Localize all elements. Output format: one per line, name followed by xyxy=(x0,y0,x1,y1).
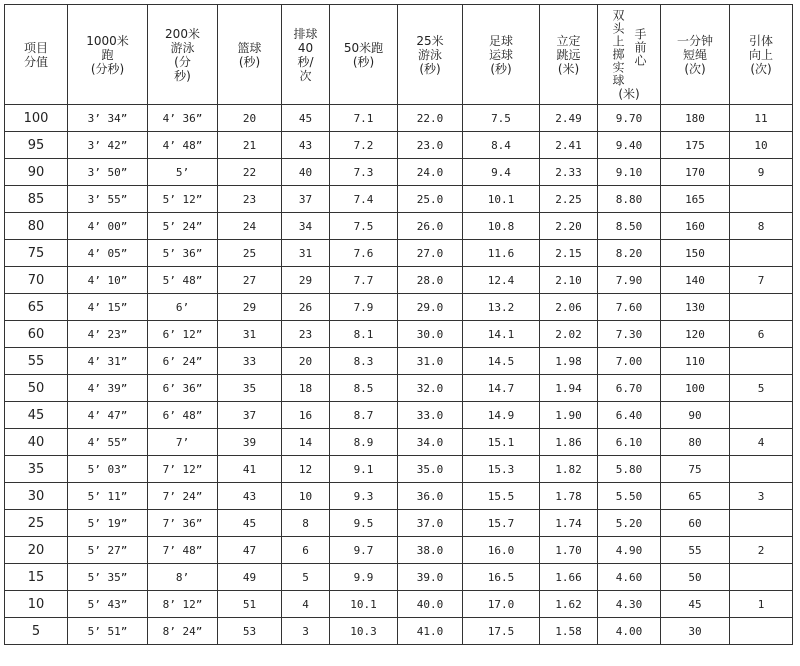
cell-run50: 7.5 xyxy=(330,213,398,240)
cell-jump: 1.94 xyxy=(540,375,598,402)
cell-swim200: 6’ 48” xyxy=(148,402,218,429)
cell-pullup: 1 xyxy=(730,591,793,618)
cell-pullup xyxy=(730,564,793,591)
cell-run50: 9.9 xyxy=(330,564,398,591)
cell-run1000: 5’ 11” xyxy=(68,483,148,510)
header-run50: 50米跑 (秒) xyxy=(330,5,398,105)
cell-football: 15.3 xyxy=(463,456,540,483)
cell-basketball: 20 xyxy=(218,105,282,132)
cell-shotput: 9.40 xyxy=(598,132,661,159)
cell-swim200: 5’ 36” xyxy=(148,240,218,267)
cell-run1000: 4’ 10” xyxy=(68,267,148,294)
cell-swim200: 8’ 12” xyxy=(148,591,218,618)
cell-swim200: 7’ 12” xyxy=(148,456,218,483)
cell-rope: 75 xyxy=(661,456,730,483)
cell-jump: 1.74 xyxy=(540,510,598,537)
cell-basketball: 53 xyxy=(218,618,282,645)
cell-pullup xyxy=(730,618,793,645)
cell-jump: 1.62 xyxy=(540,591,598,618)
cell-basketball: 51 xyxy=(218,591,282,618)
cell-jump: 2.10 xyxy=(540,267,598,294)
header-shotput xyxy=(598,5,661,105)
cell-swim200: 8’ xyxy=(148,564,218,591)
cell-football: 11.6 xyxy=(463,240,540,267)
cell-shotput: 4.90 xyxy=(598,537,661,564)
cell-shotput: 5.50 xyxy=(598,483,661,510)
cell-football: 14.1 xyxy=(463,321,540,348)
header-jump: 立定 跳远 (米) xyxy=(540,5,598,105)
cell-shotput: 4.30 xyxy=(598,591,661,618)
table-row xyxy=(5,240,793,267)
cell-shotput: 8.80 xyxy=(598,186,661,213)
cell-run50: 7.1 xyxy=(330,105,398,132)
cell-score: 10 xyxy=(5,591,68,618)
table-row xyxy=(5,267,793,294)
cell-score: 100 xyxy=(5,105,68,132)
cell-swim200: 6’ 24” xyxy=(148,348,218,375)
cell-swim25: 27.0 xyxy=(398,240,463,267)
cell-basketball: 31 xyxy=(218,321,282,348)
cell-run1000: 5’ 19” xyxy=(68,510,148,537)
cell-jump: 2.25 xyxy=(540,186,598,213)
table-row xyxy=(5,186,793,213)
cell-score: 20 xyxy=(5,537,68,564)
cell-volleyball: 40 xyxy=(282,159,330,186)
header-shotput-unit: (米) xyxy=(618,86,640,101)
cell-swim25: 26.0 xyxy=(398,213,463,240)
cell-football: 10.1 xyxy=(463,186,540,213)
cell-rope: 165 xyxy=(661,186,730,213)
cell-shotput: 6.70 xyxy=(598,375,661,402)
cell-football: 12.4 xyxy=(463,267,540,294)
header-swim200: 200米 游泳 (分 秒) xyxy=(148,5,218,105)
cell-swim25: 28.0 xyxy=(398,267,463,294)
cell-run1000: 3’ 55” xyxy=(68,186,148,213)
cell-pullup xyxy=(730,240,793,267)
cell-volleyball: 26 xyxy=(282,294,330,321)
cell-run50: 10.1 xyxy=(330,591,398,618)
table-row xyxy=(5,510,793,537)
cell-volleyball: 23 xyxy=(282,321,330,348)
cell-volleyball: 16 xyxy=(282,402,330,429)
cell-rope: 160 xyxy=(661,213,730,240)
cell-rope: 170 xyxy=(661,159,730,186)
cell-basketball: 43 xyxy=(218,483,282,510)
cell-jump: 1.70 xyxy=(540,537,598,564)
cell-swim200: 7’ 48” xyxy=(148,537,218,564)
cell-football: 14.5 xyxy=(463,348,540,375)
cell-score: 30 xyxy=(5,483,68,510)
cell-volleyball: 4 xyxy=(282,591,330,618)
cell-basketball: 49 xyxy=(218,564,282,591)
cell-run1000: 5’ 03” xyxy=(68,456,148,483)
cell-football: 15.7 xyxy=(463,510,540,537)
header-row xyxy=(5,5,793,105)
cell-swim25: 34.0 xyxy=(398,429,463,456)
table-row xyxy=(5,348,793,375)
cell-run1000: 4’ 05” xyxy=(68,240,148,267)
cell-score: 15 xyxy=(5,564,68,591)
cell-run1000: 5’ 51” xyxy=(68,618,148,645)
cell-score: 40 xyxy=(5,429,68,456)
cell-run50: 7.4 xyxy=(330,186,398,213)
cell-volleyball: 14 xyxy=(282,429,330,456)
cell-score: 70 xyxy=(5,267,68,294)
cell-run1000: 5’ 35” xyxy=(68,564,148,591)
table-row xyxy=(5,591,793,618)
table-row xyxy=(5,159,793,186)
cell-swim25: 35.0 xyxy=(398,456,463,483)
cell-football: 15.1 xyxy=(463,429,540,456)
header-football: 足球 运球 (秒) xyxy=(463,5,540,105)
cell-swim25: 33.0 xyxy=(398,402,463,429)
cell-basketball: 33 xyxy=(218,348,282,375)
cell-rope: 80 xyxy=(661,429,730,456)
cell-volleyball: 8 xyxy=(282,510,330,537)
cell-volleyball: 45 xyxy=(282,105,330,132)
header-volleyball: 排球 40 秒/ 次 xyxy=(282,5,330,105)
cell-football: 7.5 xyxy=(463,105,540,132)
cell-football: 9.4 xyxy=(463,159,540,186)
cell-pullup: 6 xyxy=(730,321,793,348)
cell-run1000: 4’ 55” xyxy=(68,429,148,456)
cell-rope: 120 xyxy=(661,321,730,348)
cell-volleyball: 34 xyxy=(282,213,330,240)
cell-shotput: 6.10 xyxy=(598,429,661,456)
cell-swim25: 39.0 xyxy=(398,564,463,591)
cell-pullup: 11 xyxy=(730,105,793,132)
table-row xyxy=(5,429,793,456)
cell-jump: 1.90 xyxy=(540,402,598,429)
cell-run1000: 5’ 43” xyxy=(68,591,148,618)
cell-shotput: 9.70 xyxy=(598,105,661,132)
cell-shotput: 8.50 xyxy=(598,213,661,240)
cell-swim200: 5’ 48” xyxy=(148,267,218,294)
cell-shotput: 5.80 xyxy=(598,456,661,483)
cell-run50: 8.5 xyxy=(330,375,398,402)
table-row xyxy=(5,564,793,591)
cell-jump: 1.86 xyxy=(540,429,598,456)
cell-rope: 110 xyxy=(661,348,730,375)
cell-score: 75 xyxy=(5,240,68,267)
table-row xyxy=(5,402,793,429)
cell-pullup xyxy=(730,456,793,483)
cell-jump: 2.49 xyxy=(540,105,598,132)
cell-volleyball: 3 xyxy=(282,618,330,645)
table-row xyxy=(5,294,793,321)
table-row xyxy=(5,105,793,132)
cell-football: 10.8 xyxy=(463,213,540,240)
cell-score: 50 xyxy=(5,375,68,402)
cell-rope: 180 xyxy=(661,105,730,132)
cell-jump: 2.02 xyxy=(540,321,598,348)
cell-score: 35 xyxy=(5,456,68,483)
header-shotput-right: 手前心 xyxy=(633,28,647,67)
cell-volleyball: 10 xyxy=(282,483,330,510)
table-row xyxy=(5,321,793,348)
cell-basketball: 27 xyxy=(218,267,282,294)
cell-basketball: 21 xyxy=(218,132,282,159)
cell-swim25: 41.0 xyxy=(398,618,463,645)
cell-football: 17.5 xyxy=(463,618,540,645)
cell-football: 16.5 xyxy=(463,564,540,591)
cell-jump: 2.15 xyxy=(540,240,598,267)
cell-swim25: 22.0 xyxy=(398,105,463,132)
cell-pullup xyxy=(730,510,793,537)
cell-run50: 9.7 xyxy=(330,537,398,564)
cell-score: 60 xyxy=(5,321,68,348)
cell-swim200: 5’ xyxy=(148,159,218,186)
cell-pullup: 4 xyxy=(730,429,793,456)
cell-jump: 2.41 xyxy=(540,132,598,159)
cell-shotput: 4.00 xyxy=(598,618,661,645)
cell-pullup: 5 xyxy=(730,375,793,402)
score-table-container xyxy=(4,4,792,666)
cell-score: 95 xyxy=(5,132,68,159)
cell-pullup: 7 xyxy=(730,267,793,294)
cell-jump: 1.82 xyxy=(540,456,598,483)
cell-run50: 9.3 xyxy=(330,483,398,510)
table-row xyxy=(5,456,793,483)
cell-run1000: 3’ 42” xyxy=(68,132,148,159)
cell-swim25: 23.0 xyxy=(398,132,463,159)
cell-rope: 30 xyxy=(661,618,730,645)
cell-pullup: 9 xyxy=(730,159,793,186)
cell-shotput: 7.00 xyxy=(598,348,661,375)
cell-score: 45 xyxy=(5,402,68,429)
cell-rope: 60 xyxy=(661,510,730,537)
cell-basketball: 29 xyxy=(218,294,282,321)
cell-run50: 7.7 xyxy=(330,267,398,294)
table-row xyxy=(5,537,793,564)
cell-volleyball: 5 xyxy=(282,564,330,591)
table-row xyxy=(5,132,793,159)
cell-jump: 2.20 xyxy=(540,213,598,240)
cell-run50: 8.7 xyxy=(330,402,398,429)
cell-pullup: 8 xyxy=(730,213,793,240)
cell-run1000: 4’ 00” xyxy=(68,213,148,240)
cell-pullup xyxy=(730,348,793,375)
cell-basketball: 23 xyxy=(218,186,282,213)
cell-football: 15.5 xyxy=(463,483,540,510)
table-row xyxy=(5,618,793,645)
cell-football: 14.7 xyxy=(463,375,540,402)
cell-volleyball: 6 xyxy=(282,537,330,564)
cell-swim25: 37.0 xyxy=(398,510,463,537)
cell-run1000: 4’ 47” xyxy=(68,402,148,429)
cell-run50: 7.9 xyxy=(330,294,398,321)
header-shotput-text xyxy=(598,9,660,87)
cell-pullup: 10 xyxy=(730,132,793,159)
cell-run50: 8.1 xyxy=(330,321,398,348)
cell-score: 65 xyxy=(5,294,68,321)
cell-jump: 1.66 xyxy=(540,564,598,591)
cell-swim200: 6’ 12” xyxy=(148,321,218,348)
cell-pullup xyxy=(730,186,793,213)
cell-rope: 100 xyxy=(661,375,730,402)
header-shotput-left: 双头上掷实球 xyxy=(611,8,625,87)
cell-pullup: 3 xyxy=(730,483,793,510)
cell-swim200: 5’ 12” xyxy=(148,186,218,213)
header-rope: 一分钟 短绳 (次) xyxy=(661,5,730,105)
cell-run50: 7.3 xyxy=(330,159,398,186)
cell-basketball: 25 xyxy=(218,240,282,267)
header-swim25: 25米 游泳 (秒) xyxy=(398,5,463,105)
table-row xyxy=(5,213,793,240)
cell-swim25: 29.0 xyxy=(398,294,463,321)
cell-swim200: 8’ 24” xyxy=(148,618,218,645)
cell-rope: 130 xyxy=(661,294,730,321)
header-basketball: 篮球 (秒) xyxy=(218,5,282,105)
cell-volleyball: 37 xyxy=(282,186,330,213)
cell-swim25: 30.0 xyxy=(398,321,463,348)
cell-basketball: 47 xyxy=(218,537,282,564)
cell-score: 90 xyxy=(5,159,68,186)
cell-swim25: 25.0 xyxy=(398,186,463,213)
cell-swim200: 7’ xyxy=(148,429,218,456)
header-run1000: 1000米 跑 (分秒) xyxy=(68,5,148,105)
cell-run50: 7.2 xyxy=(330,132,398,159)
cell-volleyball: 31 xyxy=(282,240,330,267)
cell-rope: 55 xyxy=(661,537,730,564)
cell-run1000: 4’ 39” xyxy=(68,375,148,402)
cell-score: 80 xyxy=(5,213,68,240)
cell-run50: 8.3 xyxy=(330,348,398,375)
cell-shotput: 7.30 xyxy=(598,321,661,348)
cell-rope: 150 xyxy=(661,240,730,267)
cell-shotput: 7.90 xyxy=(598,267,661,294)
cell-basketball: 37 xyxy=(218,402,282,429)
cell-swim200: 7’ 36” xyxy=(148,510,218,537)
cell-score: 85 xyxy=(5,186,68,213)
cell-football: 8.4 xyxy=(463,132,540,159)
cell-swim25: 32.0 xyxy=(398,375,463,402)
cell-score: 25 xyxy=(5,510,68,537)
cell-volleyball: 12 xyxy=(282,456,330,483)
cell-basketball: 41 xyxy=(218,456,282,483)
cell-football: 17.0 xyxy=(463,591,540,618)
cell-score: 5 xyxy=(5,618,68,645)
cell-run50: 8.9 xyxy=(330,429,398,456)
cell-volleyball: 20 xyxy=(282,348,330,375)
header-pullup: 引体 向上 (次) xyxy=(730,5,793,105)
cell-football: 16.0 xyxy=(463,537,540,564)
cell-basketball: 35 xyxy=(218,375,282,402)
cell-pullup xyxy=(730,294,793,321)
cell-swim200: 6’ 36” xyxy=(148,375,218,402)
cell-pullup: 2 xyxy=(730,537,793,564)
cell-football: 14.9 xyxy=(463,402,540,429)
score-table xyxy=(4,4,793,645)
cell-rope: 50 xyxy=(661,564,730,591)
cell-swim200: 6’ xyxy=(148,294,218,321)
cell-rope: 65 xyxy=(661,483,730,510)
cell-run50: 7.6 xyxy=(330,240,398,267)
cell-jump: 1.78 xyxy=(540,483,598,510)
cell-run1000: 4’ 23” xyxy=(68,321,148,348)
cell-basketball: 39 xyxy=(218,429,282,456)
cell-volleyball: 29 xyxy=(282,267,330,294)
cell-shotput: 4.60 xyxy=(598,564,661,591)
cell-swim25: 31.0 xyxy=(398,348,463,375)
cell-swim200: 4’ 36” xyxy=(148,105,218,132)
cell-run50: 10.3 xyxy=(330,618,398,645)
cell-pullup xyxy=(730,402,793,429)
cell-volleyball: 18 xyxy=(282,375,330,402)
cell-swim25: 24.0 xyxy=(398,159,463,186)
table-row xyxy=(5,483,793,510)
cell-score: 55 xyxy=(5,348,68,375)
header-score: 项目 分值 xyxy=(5,5,68,105)
cell-run1000: 4’ 31” xyxy=(68,348,148,375)
cell-basketball: 22 xyxy=(218,159,282,186)
table-body xyxy=(5,105,793,645)
cell-rope: 90 xyxy=(661,402,730,429)
cell-jump: 2.33 xyxy=(540,159,598,186)
cell-swim200: 5’ 24” xyxy=(148,213,218,240)
cell-run50: 9.1 xyxy=(330,456,398,483)
cell-basketball: 24 xyxy=(218,213,282,240)
cell-run1000: 3’ 34” xyxy=(68,105,148,132)
cell-shotput: 7.60 xyxy=(598,294,661,321)
cell-rope: 45 xyxy=(661,591,730,618)
cell-swim25: 40.0 xyxy=(398,591,463,618)
cell-volleyball: 43 xyxy=(282,132,330,159)
cell-jump: 2.06 xyxy=(540,294,598,321)
cell-swim200: 4’ 48” xyxy=(148,132,218,159)
cell-football: 13.2 xyxy=(463,294,540,321)
cell-basketball: 45 xyxy=(218,510,282,537)
cell-run1000: 3’ 50” xyxy=(68,159,148,186)
cell-rope: 175 xyxy=(661,132,730,159)
cell-jump: 1.58 xyxy=(540,618,598,645)
cell-rope: 140 xyxy=(661,267,730,294)
cell-run1000: 5’ 27” xyxy=(68,537,148,564)
cell-shotput: 6.40 xyxy=(598,402,661,429)
table-row xyxy=(5,375,793,402)
cell-swim25: 36.0 xyxy=(398,483,463,510)
cell-run50: 9.5 xyxy=(330,510,398,537)
cell-run1000: 4’ 15” xyxy=(68,294,148,321)
cell-shotput: 9.10 xyxy=(598,159,661,186)
cell-jump: 1.98 xyxy=(540,348,598,375)
cell-swim25: 38.0 xyxy=(398,537,463,564)
cell-swim200: 7’ 24” xyxy=(148,483,218,510)
cell-shotput: 8.20 xyxy=(598,240,661,267)
cell-shotput: 5.20 xyxy=(598,510,661,537)
